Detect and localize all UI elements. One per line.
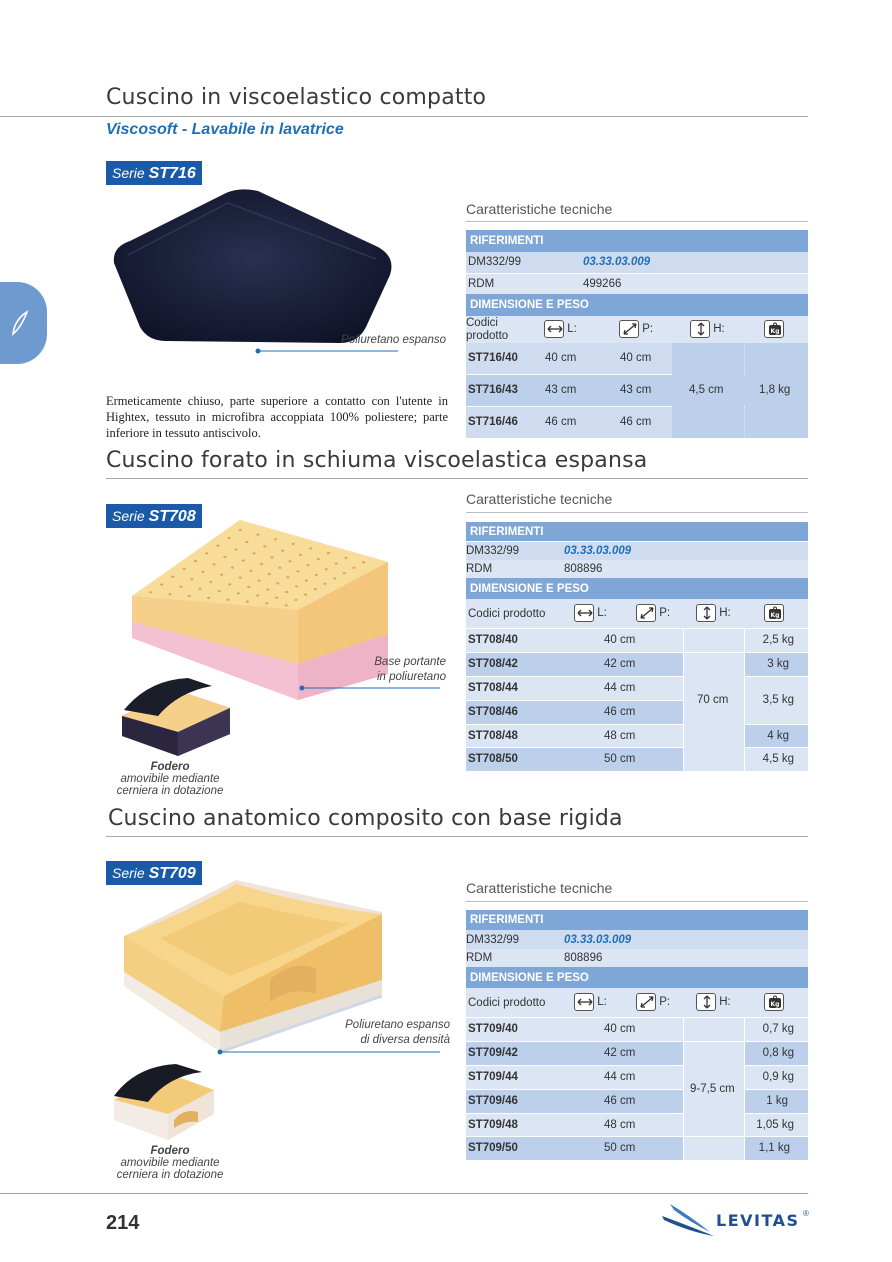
viscosoft-cushion-image (108, 185, 398, 355)
height-arrows-icon (690, 320, 710, 338)
column-l: L: (567, 323, 577, 336)
weight-value: 1 kg (766, 1095, 788, 1107)
column-h: H: (713, 323, 725, 336)
weight-value: 3,5 kg (762, 694, 794, 706)
section-1-subtitle: Viscosoft - Lavabile in lavatrice (106, 121, 344, 138)
dm-label: DM332/99 (466, 545, 520, 557)
table-row (466, 1114, 683, 1136)
section-2-title: Cuscino forato in schiuma viscoelastica espansa (106, 448, 648, 473)
code-cell: ST708/42 (468, 658, 518, 670)
weight-cell (745, 1137, 808, 1160)
height-column (696, 993, 731, 1011)
table-row (466, 725, 683, 747)
image-label-base-2: in poliuretano (376, 671, 446, 683)
table-row (466, 653, 683, 676)
fodero-caption (100, 1145, 240, 1181)
l-cell: 40 cm (604, 634, 636, 646)
fodero-caption-line-3: cerniera in dotazione (116, 1169, 224, 1181)
table-row (466, 677, 683, 700)
code-cell: ST716/43 (468, 384, 518, 396)
code-cell: ST716/40 (468, 352, 518, 364)
l-cell: 48 cm (604, 730, 636, 742)
p-cell: 43 cm (620, 384, 652, 396)
tech-table-st716 (466, 230, 808, 438)
depth-arrows-icon (636, 604, 656, 622)
column-p: P: (659, 607, 671, 620)
row-dm (466, 542, 808, 560)
page-number: 214 (106, 1212, 140, 1234)
weight-value: 1,1 kg (758, 1142, 790, 1154)
code-cell: ST708/50 (468, 753, 518, 765)
row-column-headers (466, 599, 808, 628)
header-riferimenti: RIFERIMENTI (466, 230, 808, 252)
l-cell: 50 cm (604, 753, 636, 765)
serie-code: ST708 (148, 508, 196, 525)
serie-code: ST716 (148, 165, 196, 182)
brand-registered: ® (803, 1209, 809, 1218)
l-cell: 50 cm (604, 1142, 636, 1154)
code-cell: ST708/46 (468, 706, 518, 718)
row-column-headers (466, 316, 808, 343)
l-cell: 42 cm (604, 658, 636, 670)
serie-badge-st716 (106, 161, 202, 185)
height-cell-bottom (684, 748, 744, 771)
weight-cell (745, 748, 808, 771)
l-cell: 42 cm (604, 1047, 636, 1059)
code-cell: ST708/48 (468, 730, 518, 742)
depth-column (636, 993, 670, 1011)
row-dm (466, 930, 808, 949)
weight-cell (745, 629, 808, 652)
tech-table-st708 (466, 522, 808, 772)
weight-column (764, 604, 784, 622)
svg-text:Kg: Kg (770, 328, 780, 335)
height-arrows-icon (696, 993, 716, 1011)
code-cell: ST709/46 (468, 1095, 518, 1107)
l-cell: 40 cm (604, 1023, 636, 1035)
depth-arrows-icon (619, 320, 639, 338)
svg-text:Kg: Kg (770, 612, 780, 619)
header-dimensione-peso: DIMENSIONE E PESO (466, 967, 808, 988)
height-cell-top (684, 1018, 744, 1041)
table-row (466, 1066, 683, 1089)
fodero-caption-title: Fodero (150, 761, 190, 773)
length-column (544, 320, 577, 338)
caratteristiche-rule-2 (466, 512, 808, 513)
table-row (466, 629, 683, 652)
table-row (466, 1137, 683, 1160)
caratteristiche-title-1: Caratteristiche tecniche (466, 201, 613, 217)
l-cell: 44 cm (604, 682, 636, 694)
codici-label: Codici prodotto (466, 317, 509, 342)
l-cell: 44 cm (604, 1071, 636, 1083)
image-label-poliuretano-1: Poliuretano espanso (345, 1019, 450, 1031)
height-column (696, 604, 731, 622)
section-3-title: Cuscino anatomico composito con base rigida (108, 806, 623, 831)
code-cell: ST709/44 (468, 1071, 518, 1083)
code-cell: ST716/46 (468, 416, 518, 428)
height-value: 70 cm (697, 694, 729, 706)
weight-cell (745, 653, 808, 676)
fodero-caption-line-2: amovibile mediante (120, 773, 220, 785)
image-label-base-1: Base portante (374, 656, 446, 668)
weight-cell (745, 1042, 808, 1065)
length-arrows-icon (544, 320, 564, 338)
table-row (466, 748, 683, 771)
height-value: 9-7,5 cm (690, 1083, 735, 1095)
row-column-headers (466, 988, 808, 1017)
column-h: H: (719, 996, 731, 1009)
fodero-caption (100, 761, 240, 797)
section-1-title: Cuscino in viscoelastico compatto (106, 85, 487, 110)
header-riferimenti: RIFERIMENTI (466, 910, 808, 930)
weight-value: 2,5 kg (762, 634, 794, 646)
code-cell: ST709/50 (468, 1142, 518, 1154)
row-rdm (466, 949, 808, 967)
weight-kg-icon (764, 320, 784, 338)
brand-name: LEVITAS (716, 1211, 800, 1230)
table-row (466, 1090, 683, 1113)
codici-label: Codici prodotto (468, 997, 546, 1009)
p-cell: 40 cm (620, 352, 652, 364)
p-cell: 46 cm (620, 416, 652, 428)
column-l: L: (597, 996, 607, 1009)
merged-height-cell (684, 1042, 744, 1136)
rdm-label: RDM (466, 563, 493, 575)
rdm-value: 499266 (583, 278, 622, 290)
levitas-swoosh-icon (660, 1202, 716, 1238)
footer-rule (0, 1193, 808, 1194)
column-h: H: (719, 607, 731, 620)
image-label-poliuretano: Poliuretano espanso (341, 334, 446, 346)
image-label-poliuretano-2: di diversa densità (360, 1034, 450, 1046)
height-value: 4,5 cm (689, 384, 724, 396)
table-row (466, 701, 683, 724)
code-cell: ST708/40 (468, 634, 518, 646)
column-p: P: (659, 996, 671, 1009)
header-dimensione-peso: DIMENSIONE E PESO (466, 294, 808, 316)
depth-arrows-icon (636, 993, 656, 1011)
code-cell: ST708/44 (468, 682, 518, 694)
rdm-value: 808896 (564, 952, 603, 964)
header-riferimenti: RIFERIMENTI (466, 522, 808, 541)
caratteristiche-title-3: Caratteristiche tecniche (466, 880, 613, 896)
weight-value: 0,7 kg (762, 1023, 794, 1035)
row-dm (466, 252, 808, 273)
weight-cell (745, 1018, 808, 1041)
tech-table-st709 (466, 910, 808, 1160)
header-dimensione-peso: DIMENSIONE E PESO (466, 578, 808, 599)
dm-label: DM332/99 (466, 934, 520, 946)
caratteristiche-title-2: Caratteristiche tecniche (466, 491, 613, 507)
code-cell: ST709/42 (468, 1047, 518, 1059)
leaf-icon (10, 310, 30, 336)
l-cell: 43 cm (545, 384, 577, 396)
weight-value: 4 kg (767, 730, 789, 742)
code-cell: ST709/48 (468, 1119, 518, 1131)
l-cell: 46 cm (604, 706, 636, 718)
height-arrows-icon (696, 604, 716, 622)
serie-prefix: Serie (112, 508, 145, 524)
l-cell: 46 cm (604, 1095, 636, 1107)
weight-column (764, 993, 784, 1011)
serie-prefix: Serie (112, 865, 145, 881)
column-p: P: (642, 323, 654, 336)
weight-cell-merged (745, 677, 808, 724)
weight-cell (745, 1066, 808, 1089)
section-2-rule (106, 478, 808, 479)
length-arrows-icon (574, 993, 594, 1011)
weight-value: 0,9 kg (762, 1071, 794, 1083)
merged-height-cell (684, 653, 744, 748)
section-1-rule (0, 116, 808, 117)
row-rdm (466, 274, 808, 294)
weight-cell (745, 725, 808, 747)
l-cell: 46 cm (545, 416, 577, 428)
length-arrows-icon (574, 604, 594, 622)
weight-kg-icon (764, 993, 784, 1011)
depth-column (619, 320, 653, 338)
weight-kg-icon (764, 604, 784, 622)
caratteristiche-rule-3 (466, 901, 808, 902)
table-row (466, 1018, 683, 1041)
section-3-rule (106, 836, 808, 837)
side-tab (0, 282, 47, 364)
codici-label: Codici prodotto (468, 608, 546, 620)
serie-prefix: Serie (112, 165, 145, 181)
rdm-label: RDM (466, 952, 493, 964)
rdm-label: RDM (468, 278, 495, 290)
table-row (466, 1042, 683, 1065)
fodero-caption-line-3: cerniera in dotazione (116, 785, 224, 797)
svg-text:Kg: Kg (770, 1001, 780, 1008)
height-column (690, 320, 725, 338)
weight-cell (745, 1090, 808, 1113)
weight-value: 4,5 kg (762, 753, 794, 765)
dm-label: DM332/99 (468, 256, 522, 268)
weight-value: 1,8 kg (759, 384, 791, 396)
column-l: L: (597, 607, 607, 620)
weight-value: 0,8 kg (762, 1047, 794, 1059)
length-column (574, 604, 607, 622)
fodero-cover-image (112, 1062, 216, 1144)
weight-column (764, 320, 784, 338)
l-cell: 48 cm (604, 1119, 636, 1131)
height-cell-bottom (684, 1137, 744, 1160)
fodero-caption-title: Fodero (150, 1145, 190, 1157)
fodero-cover-image (118, 676, 236, 762)
code-cell: ST709/40 (468, 1023, 518, 1035)
height-cell-top (684, 629, 744, 652)
merged-weight-cell (745, 343, 808, 438)
caratteristiche-rule-1 (466, 221, 808, 222)
row-rdm (466, 560, 808, 578)
merged-height-cell (672, 343, 744, 438)
dm-value: 03.33.03.009 (583, 256, 651, 268)
levitas-logo (660, 1200, 810, 1240)
weight-cell (745, 1114, 808, 1136)
rdm-value: 808896 (564, 563, 603, 575)
serie-code: ST709 (148, 865, 196, 882)
weight-value: 3 kg (767, 658, 789, 670)
dm-value: 03.33.03.009 (564, 934, 632, 946)
depth-column (636, 604, 670, 622)
length-column (574, 993, 607, 1011)
weight-value: 1,05 kg (756, 1119, 794, 1131)
dm-value: 03.33.03.009 (564, 545, 632, 557)
fodero-caption-line-2: amovibile mediante (120, 1157, 220, 1169)
l-cell: 40 cm (545, 352, 577, 364)
product-description: Ermeticamente chiuso, parte superiore a contatto con l'utente in Hightex, tessuto in microfibra accoppiata 100% poliestere; parte inferiore in tessuto antiscivolo. (106, 394, 448, 440)
